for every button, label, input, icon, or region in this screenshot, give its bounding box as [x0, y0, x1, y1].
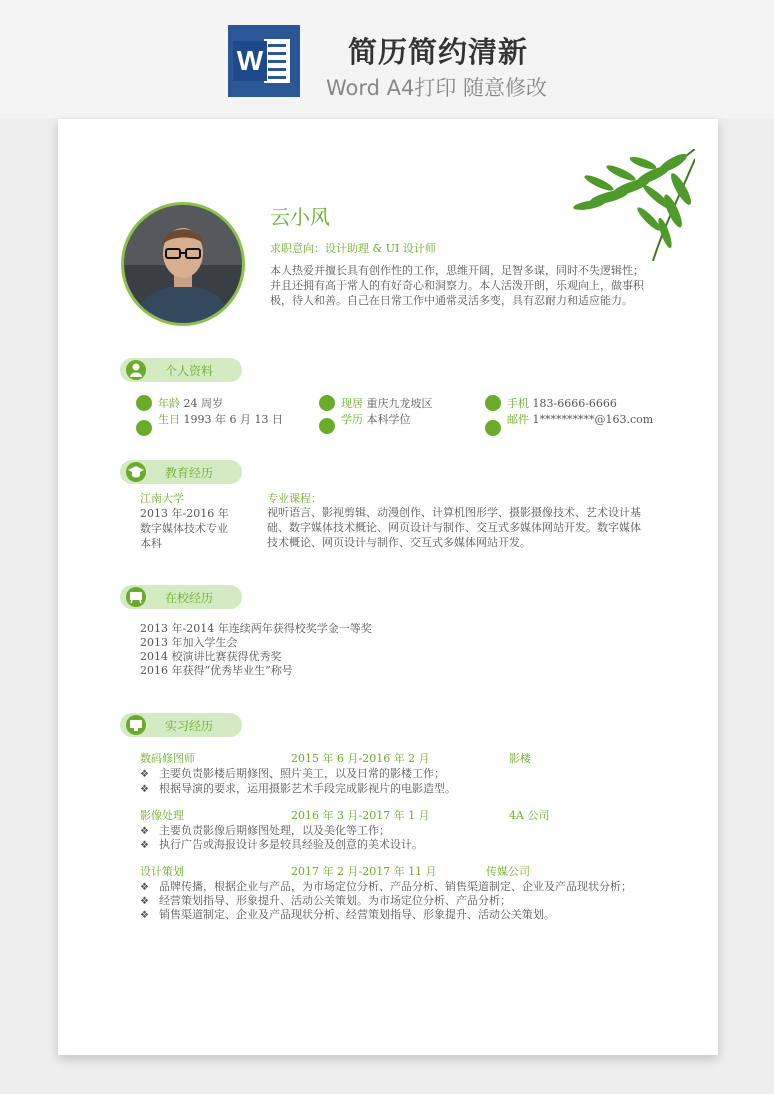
- residence-label: 现居: [341, 397, 363, 410]
- job-duty: ❖ 品牌传播，根据企业与产品，为市场定位分析、产品分析、销售渠道制定、企业及产品现状分析；: [140, 880, 632, 893]
- education-major: 数字媒体技术专业: [140, 522, 228, 535]
- job-company: 传媒公司: [486, 865, 530, 878]
- school-item: 2016 年获得“优秀毕业生”称号: [140, 664, 293, 677]
- graduation-cap-icon: [126, 462, 146, 482]
- job-company: 4A 公司: [509, 809, 550, 822]
- school-item: 2013 年加入学生会: [140, 636, 238, 649]
- phone-icon: [485, 395, 501, 411]
- residence-value: 重庆九龙坡区: [366, 397, 433, 410]
- word-letter: W: [233, 41, 267, 81]
- birth-value: 1993 年 6 月 13 日: [183, 413, 283, 426]
- section-education: [120, 460, 242, 484]
- job-duty: ❖ 销售渠道制定、企业及产品现状分析、经营策划指导、形象提升、活动公关策划。: [140, 908, 555, 921]
- degree-label: 学历: [341, 413, 363, 426]
- courses-text: 视听语言、影视剪辑、动漫创作、计算机图形学、摄影摄像技术、艺术设计基础、数字媒体技术概论、网页设计与制作、交互式多媒体网站开发。数字媒体技术概论、网页设计与制作、交互式多媒体网站开发。: [267, 506, 641, 549]
- phone-value: 183-6666-6666: [532, 397, 617, 410]
- section-education-title: 教育经历: [165, 466, 214, 480]
- banner-title: 简历简约清新: [348, 35, 529, 69]
- job-duty: ❖ 经营策划指导、形象提升、活动公关策划。为市场定位分析、产品分析；: [140, 894, 511, 907]
- section-personal-title: 个人资料: [165, 364, 214, 378]
- job-title: 数码修图师: [140, 752, 195, 765]
- age-icon: [136, 395, 152, 411]
- job-duty: ❖ 主要负责影像后期修图处理，以及美化等工作；: [140, 824, 390, 837]
- job-duty: ❖ 执行广告或海报设计多是较具经验及创意的美术设计。: [140, 838, 423, 851]
- job-duty: ❖ 根据导演的要求，运用摄影艺术手段完成影视片的电影造型。: [140, 782, 456, 795]
- job-title: 设计策划: [140, 865, 184, 878]
- school-item: 2014 校演讲比赛获得优秀奖: [140, 650, 282, 663]
- word-icon: [228, 25, 300, 97]
- job-title: 影像处理: [140, 809, 184, 822]
- email-value[interactable]: 1**********@163.com: [532, 413, 654, 426]
- leaf-decoration: [513, 149, 695, 261]
- job-period: 2016 年 3 月-2017 年 1 月: [291, 809, 430, 822]
- graduation-cap-icon: [319, 418, 335, 434]
- courses-label: 专业课程：: [267, 492, 322, 505]
- job-company: 影楼: [509, 752, 531, 765]
- age-value: 24 周岁: [183, 397, 223, 410]
- education-period: 2013 年-2016 年: [140, 507, 229, 520]
- job-period: 2015 年 6 月-2016 年 2 月: [291, 752, 430, 765]
- education-school: 江南大学: [140, 492, 184, 505]
- age-label: 年龄: [158, 397, 180, 410]
- job-duty: ❖ 主要负责影楼后期修图、照片美工，以及日常的影楼工作；: [140, 767, 445, 780]
- banner: [0, 0, 774, 118]
- location-icon: [319, 395, 335, 411]
- section-school-title: 在校经历: [165, 591, 214, 605]
- person-icon: [126, 360, 146, 380]
- blackboard-icon: [126, 587, 146, 607]
- email-icon: [485, 420, 501, 436]
- school-item: 2013 年-2014 年连续两年获得校奖学金一等奖: [140, 622, 372, 635]
- candidate-name: 云小风: [270, 205, 330, 229]
- degree-value: 本科学位: [366, 413, 411, 426]
- birth-label: 生日: [158, 413, 180, 426]
- education-level: 本科: [140, 537, 162, 550]
- monitor-icon: [126, 715, 146, 735]
- self-introduction: 本人热爱并擅长具有创作性的工作，思维开阔，足智多谋，同时不失逻辑性；并且还拥有高于常人的有好奇心和洞察力。本人活泼开朗，乐观向上，做事积极，待人和善。自己在日常工作中通常灵活多变，具有忍耐力和适应能力。: [270, 264, 644, 307]
- job-intent: 求职意向：设计助理 & UI 设计师: [270, 242, 436, 255]
- job-period: 2017 年 2 月-2017 年 11 月: [291, 865, 437, 878]
- avatar-photo: [121, 202, 245, 326]
- resume-page: [58, 119, 718, 1055]
- section-internship-title: 实习经历: [165, 719, 214, 733]
- phone-label: 手机: [507, 397, 529, 410]
- section-internship: [120, 713, 242, 737]
- section-school: [120, 585, 242, 609]
- banner-subtitle: Word A4打印 随意修改: [326, 76, 548, 100]
- section-personal: [120, 358, 242, 382]
- birthday-cake-icon: [136, 420, 152, 436]
- email-label: 邮件: [507, 413, 529, 426]
